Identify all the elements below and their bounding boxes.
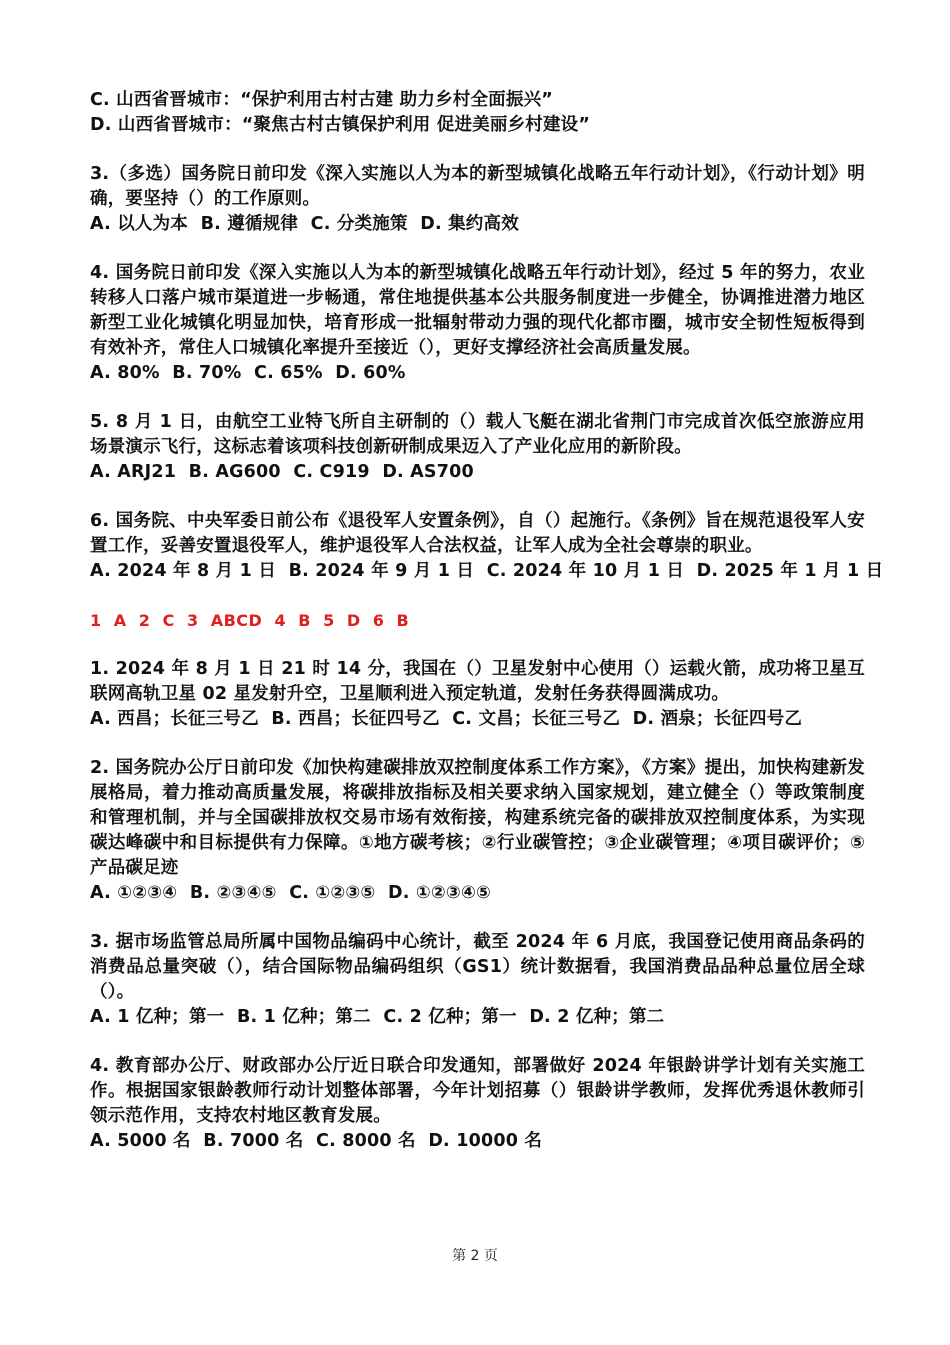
answer-key: 1 A 2 C 3 ABCD 4 B 5 D 6 B bbox=[90, 611, 410, 630]
page-number: 第 2 页 bbox=[452, 1248, 498, 1264]
question-1 bbox=[90, 657, 865, 732]
question-2 bbox=[90, 756, 865, 906]
question-text: 3.（多选）国务院日前印发《深入实施以人为本的新型城镇化战略五年行动计划》，《行动计划》明确，要坚持（）的工作原则。 bbox=[90, 164, 865, 209]
question-6 bbox=[90, 509, 884, 584]
question-3 bbox=[90, 162, 865, 237]
question-text: 3. 据市场监管总局所属中国物品编码中心统计，截至 2024 年 6 月底，我国登记使用商品条码的消费品总量突破（），结合国际物品编码组织（GS1）统计数据看，我国消费品品种总量位居全球（）。 bbox=[90, 932, 865, 1002]
question-4 bbox=[90, 261, 865, 386]
question-text: 4. 国务院日前印发《深入实施以人为本的新型城镇化战略五年行动计划》，经过 5 年的努力，农业转移人口落户城市渠道进一步畅通，常住地提供基本公共服务制度进一步健全，协调推进潜力地区新型工业化城镇化明显加快，培育形成一批辐射带动力强的现代化都市圈，城市安全韧性短板得到有效补齐，常住人口城镇化率提升至接近（），更好支撑经济社会高质量发展。 bbox=[90, 263, 865, 358]
question-3b bbox=[90, 930, 865, 1030]
question-options: A. ARJ21 B. AG600 C. C919 D. AS700 bbox=[90, 462, 474, 482]
question-text: 1. 2024 年 8 月 1 日 21 时 14 分，我国在（）卫星发射中心使用（）运载火箭，成功将卫星互联网高轨卫星 02 星发射升空，卫星顺利进入预定轨道，发射任务获得圆满成功。 bbox=[90, 659, 865, 704]
option-line: C. 山西省晋城市：“保护利用古村古建 助力乡村全面振兴” bbox=[90, 90, 553, 110]
question-text: 2. 国务院办公厅日前印发《加快构建碳排放双控制度体系工作方案》，《方案》提出，加快构建新发展格局，着力推动高质量发展，将碳排放指标及相关要求纳入国家规划，建立健全（）等政策制度和管理机制，并与全国碳排放权交易市场有效衔接，构建系统完备的碳排放双控制度体系，为实现碳达峰碳中和目标提供有力保障。①地方碳考核；②行业碳管控；③企业碳管理；④项目碳评价；⑤产品碳足迹 bbox=[90, 758, 865, 878]
question-4b bbox=[90, 1054, 865, 1154]
question-options: A. 1 亿种；第一 B. 1 亿种；第二 C. 2 亿种；第一 D. 2 亿种；第二 bbox=[90, 1007, 665, 1027]
question-options: A. 西昌；长征三号乙 B. 西昌；长征四号乙 C. 文昌；长征三号乙 D. 酒泉；长征四号乙 bbox=[90, 709, 803, 729]
question-text: 6. 国务院、中央军委日前公布《退役军人安置条例》，自（）起施行。《条例》旨在规范退役军人安置工作，妥善安置退役军人，维护退役军人合法权益，让军人成为全社会尊崇的职业。 bbox=[90, 511, 865, 556]
option-line: D. 山西省晋城市：“聚焦古村古镇保护利用 促进美丽乡村建设” bbox=[90, 115, 591, 135]
question-text: 5. 8 月 1 日，由航空工业特飞所自主研制的（）载人飞艇在湖北省荆门市完成首次低空旅游应用场景演示飞行，这标志着该项科技创新研制成果迈入了产业化应用的新阶段。 bbox=[90, 412, 865, 457]
question-text: 4. 教育部办公厅、财政部办公厅近日联合印发通知，部署做好 2024 年银龄讲学计划有关实施工作。根据国家银龄教师行动计划整体部署，今年计划招募（）银龄讲学教师，发挥优秀退休教师引领示范作用，支持农村地区教育发展。 bbox=[90, 1056, 865, 1126]
question-options: A. 80% B. 70% C. 65% D. 60% bbox=[90, 363, 406, 383]
question-options: A. 5000 名 B. 7000 名 C. 8000 名 D. 10000 名 bbox=[90, 1131, 543, 1151]
question-options: A. ①②③④ B. ②③④⑤ C. ①②③⑤ D. ①②③④⑤ bbox=[90, 883, 491, 903]
question-options: A. 以人为本 B. 遵循规律 C. 分类施策 D. 集约高效 bbox=[90, 214, 519, 234]
page-content bbox=[90, 88, 884, 1154]
question-5 bbox=[90, 410, 865, 485]
question-options: A. 2024 年 8 月 1 日 B. 2024 年 9 月 1 日 C. 2024 年 10 月 1 日 D. 2025 年 1 月 1 日 bbox=[90, 561, 884, 581]
